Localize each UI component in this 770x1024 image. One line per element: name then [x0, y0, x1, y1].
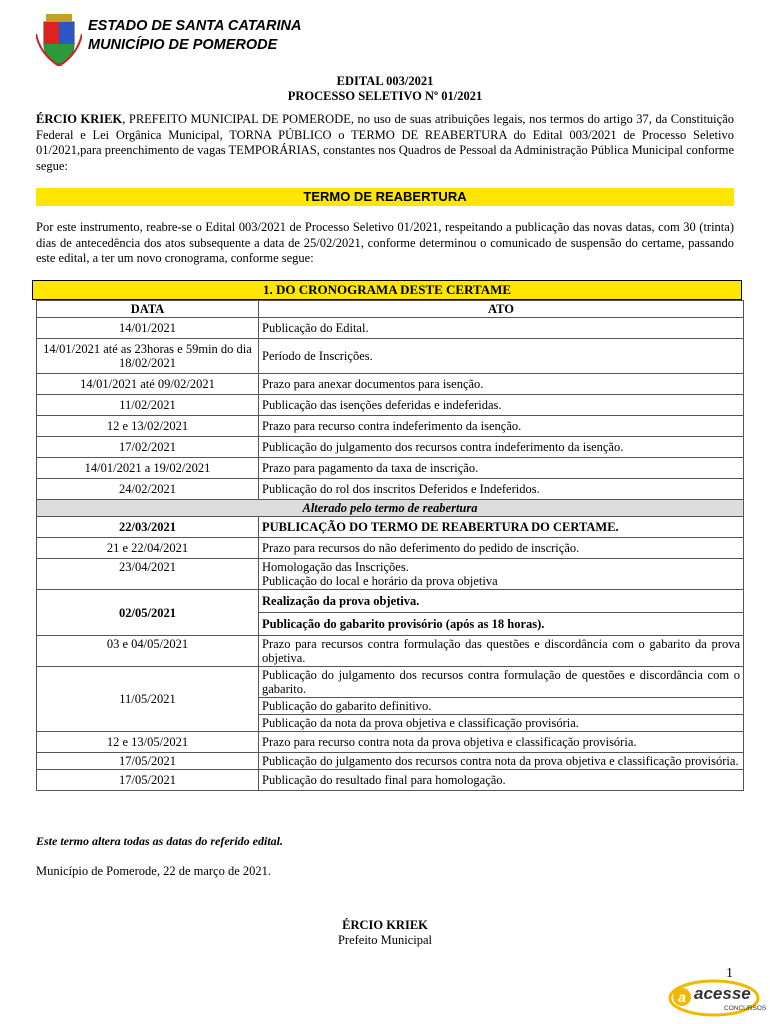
reopening-paragraph: Por este instrumento, reabre-se o Edital 003/2021 de Processo Seletivo 01/2021, respeitando a publicação das novas datas, com 30 (trinta) dias de antecedência dos atos subsequente a data de 25/02/2021, conforme determinou o comunicado de suspensão do certame, passando este edital, a ter um novo cronograma, conforme segue: — [36, 220, 734, 265]
table-row: Publicação do gabarito provisório (após as 18 horas). — [37, 613, 744, 636]
mayor-name: ÉRCIO KRIEK — [36, 112, 123, 126]
table-row: 22/03/2021 PUBLICAÇÃO DO TERMO DE REABERTURA DO CERTAME. — [37, 517, 744, 538]
table-row — [37, 318, 744, 339]
logo-text: acesse — [694, 984, 751, 1003]
table-row: 17/05/2021 Publicação do resultado final para homologação. — [37, 770, 744, 791]
row-act: Prazo para recurso contra indeferimento da isenção. — [259, 416, 744, 437]
table-row — [37, 374, 744, 395]
svg-text:a: a — [678, 989, 686, 1005]
table-row: 12 e 13/05/2021 Prazo para recurso contra nota da prova objetiva e classificação provisória. — [37, 732, 744, 753]
footer-note: Este termo altera todas as datas do referido edital. — [36, 834, 283, 848]
row-act: Publicação das isenções deferidas e indeferidas. — [259, 395, 744, 416]
edital-number: EDITAL 003/2021 — [336, 74, 434, 88]
table-row: Publicação da nota da prova objetiva e classificação provisória. — [37, 715, 744, 732]
table-row — [37, 437, 744, 458]
table-row — [37, 479, 744, 500]
table-row — [37, 458, 744, 479]
signer-role: Prefeito Municipal — [337, 933, 433, 947]
table-row: 03 e 04/05/2021 Prazo para recursos contra formulação das questões e discordância com o gabarito da prova objetiva. — [37, 636, 744, 667]
row-date: 14/01/2021 a 19/02/2021 — [37, 458, 259, 479]
row-act: Publicação do julgamento dos recursos contra indeferimento da isenção. — [259, 437, 744, 458]
table-row: 17/05/2021 Publicação do julgamento dos recursos contra nota da prova objetiva e classificação provisória. — [37, 753, 744, 770]
reopening-note: Alterado pelo termo de reabertura — [37, 500, 744, 517]
table-row: 02/05/2021 Realização da prova objetiva. — [37, 590, 744, 613]
intro-paragraph — [36, 112, 734, 174]
row-date: 11/02/2021 — [37, 395, 259, 416]
row-date: 14/01/2021 até 09/02/2021 — [37, 374, 259, 395]
row-date: 17/02/2021 — [37, 437, 259, 458]
table-row: 23/04/2021 Homologação das Inscrições. Publicação do local e horário da prova objetiva — [37, 559, 744, 590]
municipality-name: MUNICÍPIO DE POMERODE — [88, 37, 278, 53]
signer-name: ÉRCIO KRIEK — [342, 918, 428, 932]
acesse-logo — [668, 978, 767, 1018]
place-date: Município de Pomerode, 22 de março de 2021. — [36, 864, 272, 878]
row-date: 14/01/2021 — [37, 318, 259, 339]
row-act: Publicação do rol dos inscritos Deferidos e Indeferidos. — [259, 479, 744, 500]
intro-text: , PREFEITO MUNICIPAL DE POMERODE, no uso de suas atribuições legais, nos termos do artigo 37, da Constituição Federal e Lei Orgânica Municipal, TORNA PÚBLICO o TERMO DE REABERTURA do Edital 003/2021 de Processo Seletivo 01/2021,para preenchimento de vagas TEMPORÁRIAS, constantes nos Quadros de Pessoal da Administração Pública Municipal conforme segue: — [36, 112, 734, 173]
page-number: 1 — [726, 966, 733, 981]
table-note-row — [37, 500, 744, 517]
row-act: Período de Inscrições. — [259, 339, 744, 374]
table-row — [37, 416, 744, 437]
row-act: Prazo para anexar documentos para isenção. — [259, 374, 744, 395]
process-number: PROCESSO SELETIVO Nº 01/2021 — [287, 89, 483, 103]
coat-of-arms-icon — [36, 14, 82, 66]
schedule-title: 1. DO CRONOGRAMA DESTE CERTAME — [32, 280, 742, 300]
row-act: Publicação do Edital. — [259, 318, 744, 339]
table-row — [37, 395, 744, 416]
table-header-row — [37, 301, 744, 318]
table-row — [37, 339, 744, 374]
row-act: Prazo para pagamento da taxa de inscrição. — [259, 458, 744, 479]
reopening-banner: TERMO DE REABERTURA — [36, 188, 734, 206]
table-row: Publicação do gabarito definitivo. — [37, 698, 744, 715]
row-date: 12 e 13/02/2021 — [37, 416, 259, 437]
table-row: 21 e 22/04/2021 Prazo para recursos do não deferimento do pedido de inscrição. — [37, 538, 744, 559]
state-name: ESTADO DE SANTA CATARINA — [88, 18, 302, 34]
schedule-table — [36, 300, 744, 791]
logo-subtext: CONCURSOS — [724, 1005, 767, 1012]
date-column-header: DATA — [37, 301, 259, 318]
row-date: 14/01/2021 até as 23horas e 59min do dia 18/02/2021 — [37, 339, 259, 374]
table-row: 11/05/2021 Publicação do julgamento dos recursos contra formulação de questões e discordância com o gabarito. — [37, 667, 744, 698]
row-date: 24/02/2021 — [37, 479, 259, 500]
act-column-header: ATO — [259, 301, 744, 318]
